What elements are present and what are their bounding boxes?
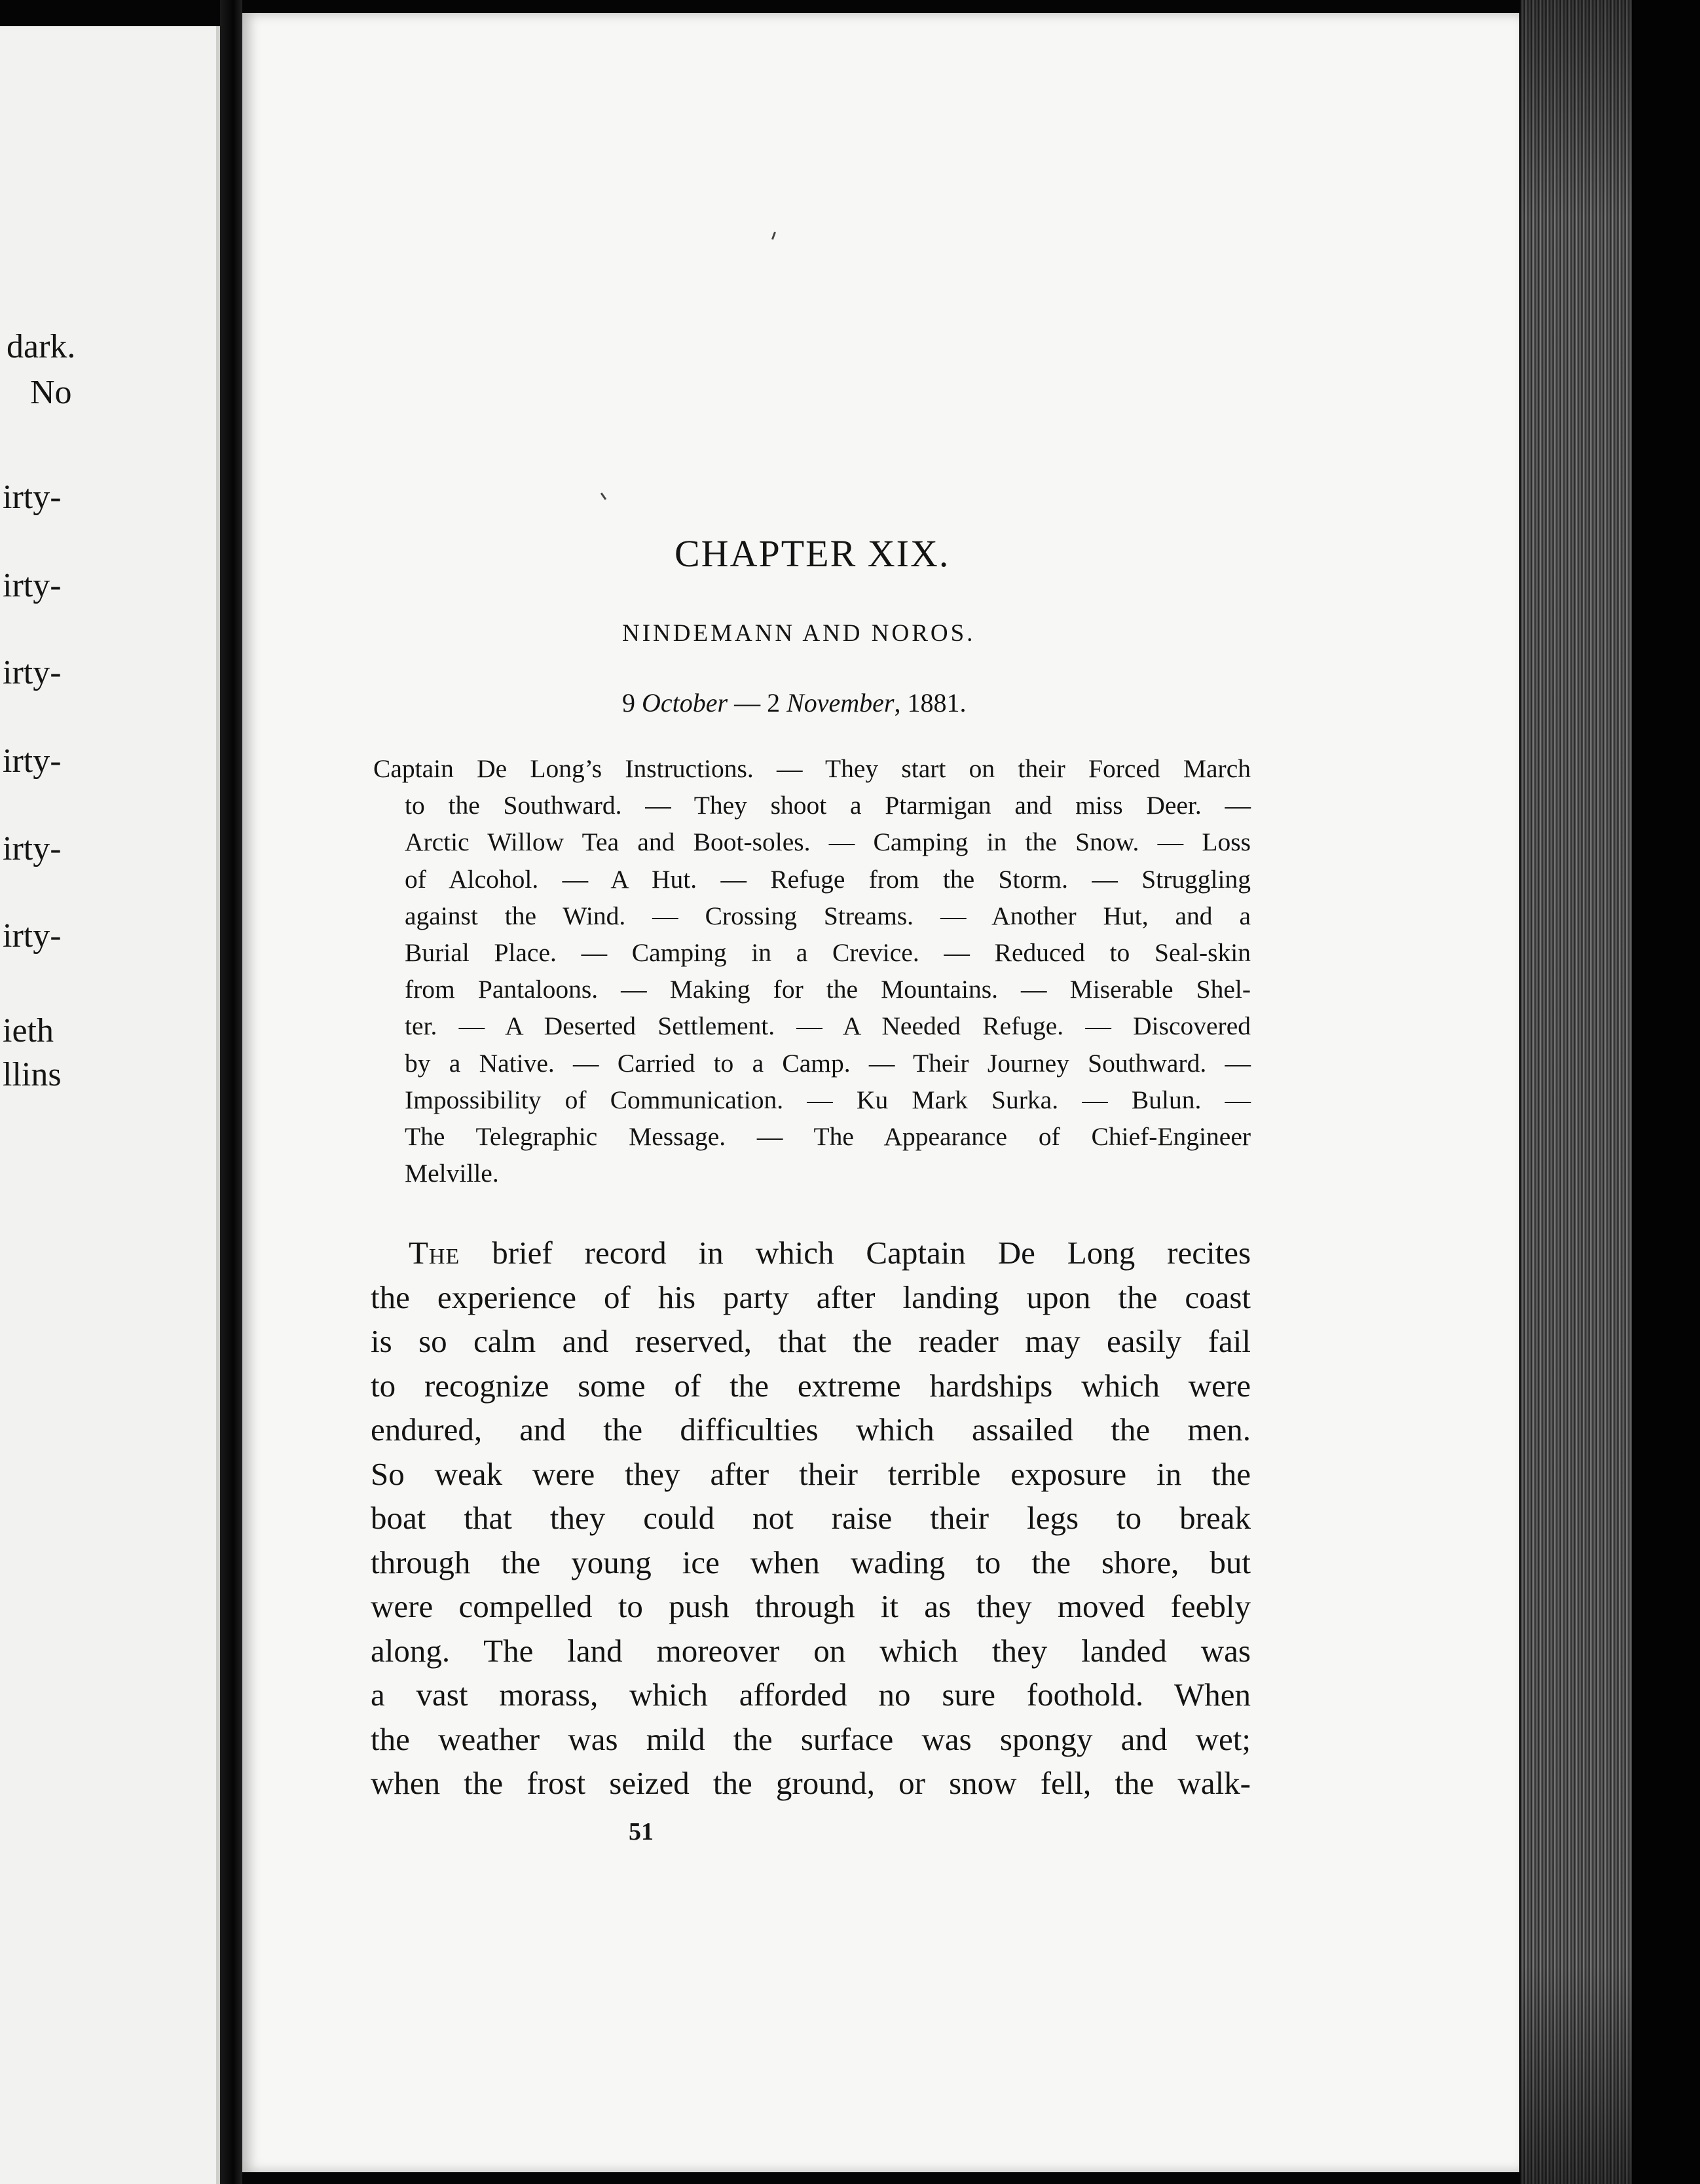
body-first-line-rest: brief record in which Captain De Long recites [492,1235,1251,1271]
facing-line: dark. [7,328,76,365]
chapter-title: CHAPTER XIX. [674,532,950,575]
body-line: So weak were they after their terrible exposure in the [371,1455,1251,1492]
facing-line: llins [3,1056,62,1093]
body-line: to recognize some of the extreme hardships which were [371,1367,1251,1404]
body-first-word: The [409,1235,460,1271]
date-start-day: 9 [622,688,635,718]
body-line: a vast morass, which afforded no sure foothold. When [371,1677,1251,1713]
synopsis-line: from Pantaloons. — Making for the Mountains. — Miserable Shel- [405,975,1251,1004]
date-start-month: October [642,688,728,718]
facing-page [0,26,220,2184]
synopsis-line: Melville. [405,1159,499,1188]
synopsis-line: The Telegraphic Message. — The Appearance of Chief-Engineer [405,1122,1251,1152]
synopsis-line: against the Wind. — Crossing Streams. — Another Hut, and a [405,901,1251,930]
body-line [371,1231,1251,1275]
body-line: boat that they could not raise their legs to break [371,1500,1251,1536]
facing-line: irty- [3,830,62,867]
chapter-dates: 9 October — 2 November, 1881. [622,688,967,718]
chapter-subtitle: NINDEMANN AND NOROS. [622,620,976,647]
body-line: is so calm and reserved, that the reader may easily fail [371,1323,1251,1359]
date-end-month: November [786,688,895,718]
body-line: along. The land moreover on which they landed was [371,1632,1251,1669]
body-line: the weather was mild the surface was spongy and wet; [371,1720,1251,1757]
body-line: were compelled to push through it as they moved feebly [371,1588,1251,1624]
body-line: the experience of his party after landing upon the coast [371,1279,1251,1315]
page-block-edges [1521,0,1632,2184]
scan-background [1632,0,1700,2184]
synopsis-line: ter. — A Deserted Settlement. — A Needed Refuge. — Discovered [405,1011,1251,1041]
facing-line: irty- [3,654,62,691]
chapter-synopsis [373,750,1251,1192]
synopsis-line: Burial Place. — Camping in a Crevice. — Reduced to Seal-skin [405,938,1251,968]
synopsis-line: Arctic Willow Tea and Boot-soles. — Camping in the Snow. — Loss [405,828,1251,857]
synopsis-line: of Alcohol. — A Hut. — Refuge from the Storm. — Struggling [405,864,1251,894]
facing-line: irty- [3,917,62,955]
body-text [371,1231,1251,1806]
synopsis-line: to the Southward. — They shoot a Ptarmigan and miss Deer. — [405,791,1251,820]
synopsis-line: by a Native. — Carried to a Camp. — Their Journey Southward. — [405,1048,1251,1078]
date-end-day: 2 [767,688,781,718]
synopsis-line: Impossibility of Communication. — Ku Mark Surka. — Bulun. — [405,1085,1251,1114]
date-year: 1881. [907,688,967,718]
synopsis-line: Captain De Long’s Instructions. — They start on their Forced March [373,754,1251,783]
facing-line: ieth [3,1012,54,1049]
date-separator: — [734,688,761,718]
book-gutter [220,0,242,2184]
body-line: when the frost seized the ground, or snow fell, the walk- [371,1765,1251,1801]
page-number: 51 [629,1818,654,1846]
body-line: endured, and the difficulties which assailed the men. [371,1411,1251,1447]
facing-line: irty- [3,479,62,516]
facing-line: No [30,374,72,411]
body-line: through the young ice when wading to the shore, but [371,1544,1251,1580]
facing-line: irty- [3,742,62,780]
facing-line: irty- [3,567,62,604]
